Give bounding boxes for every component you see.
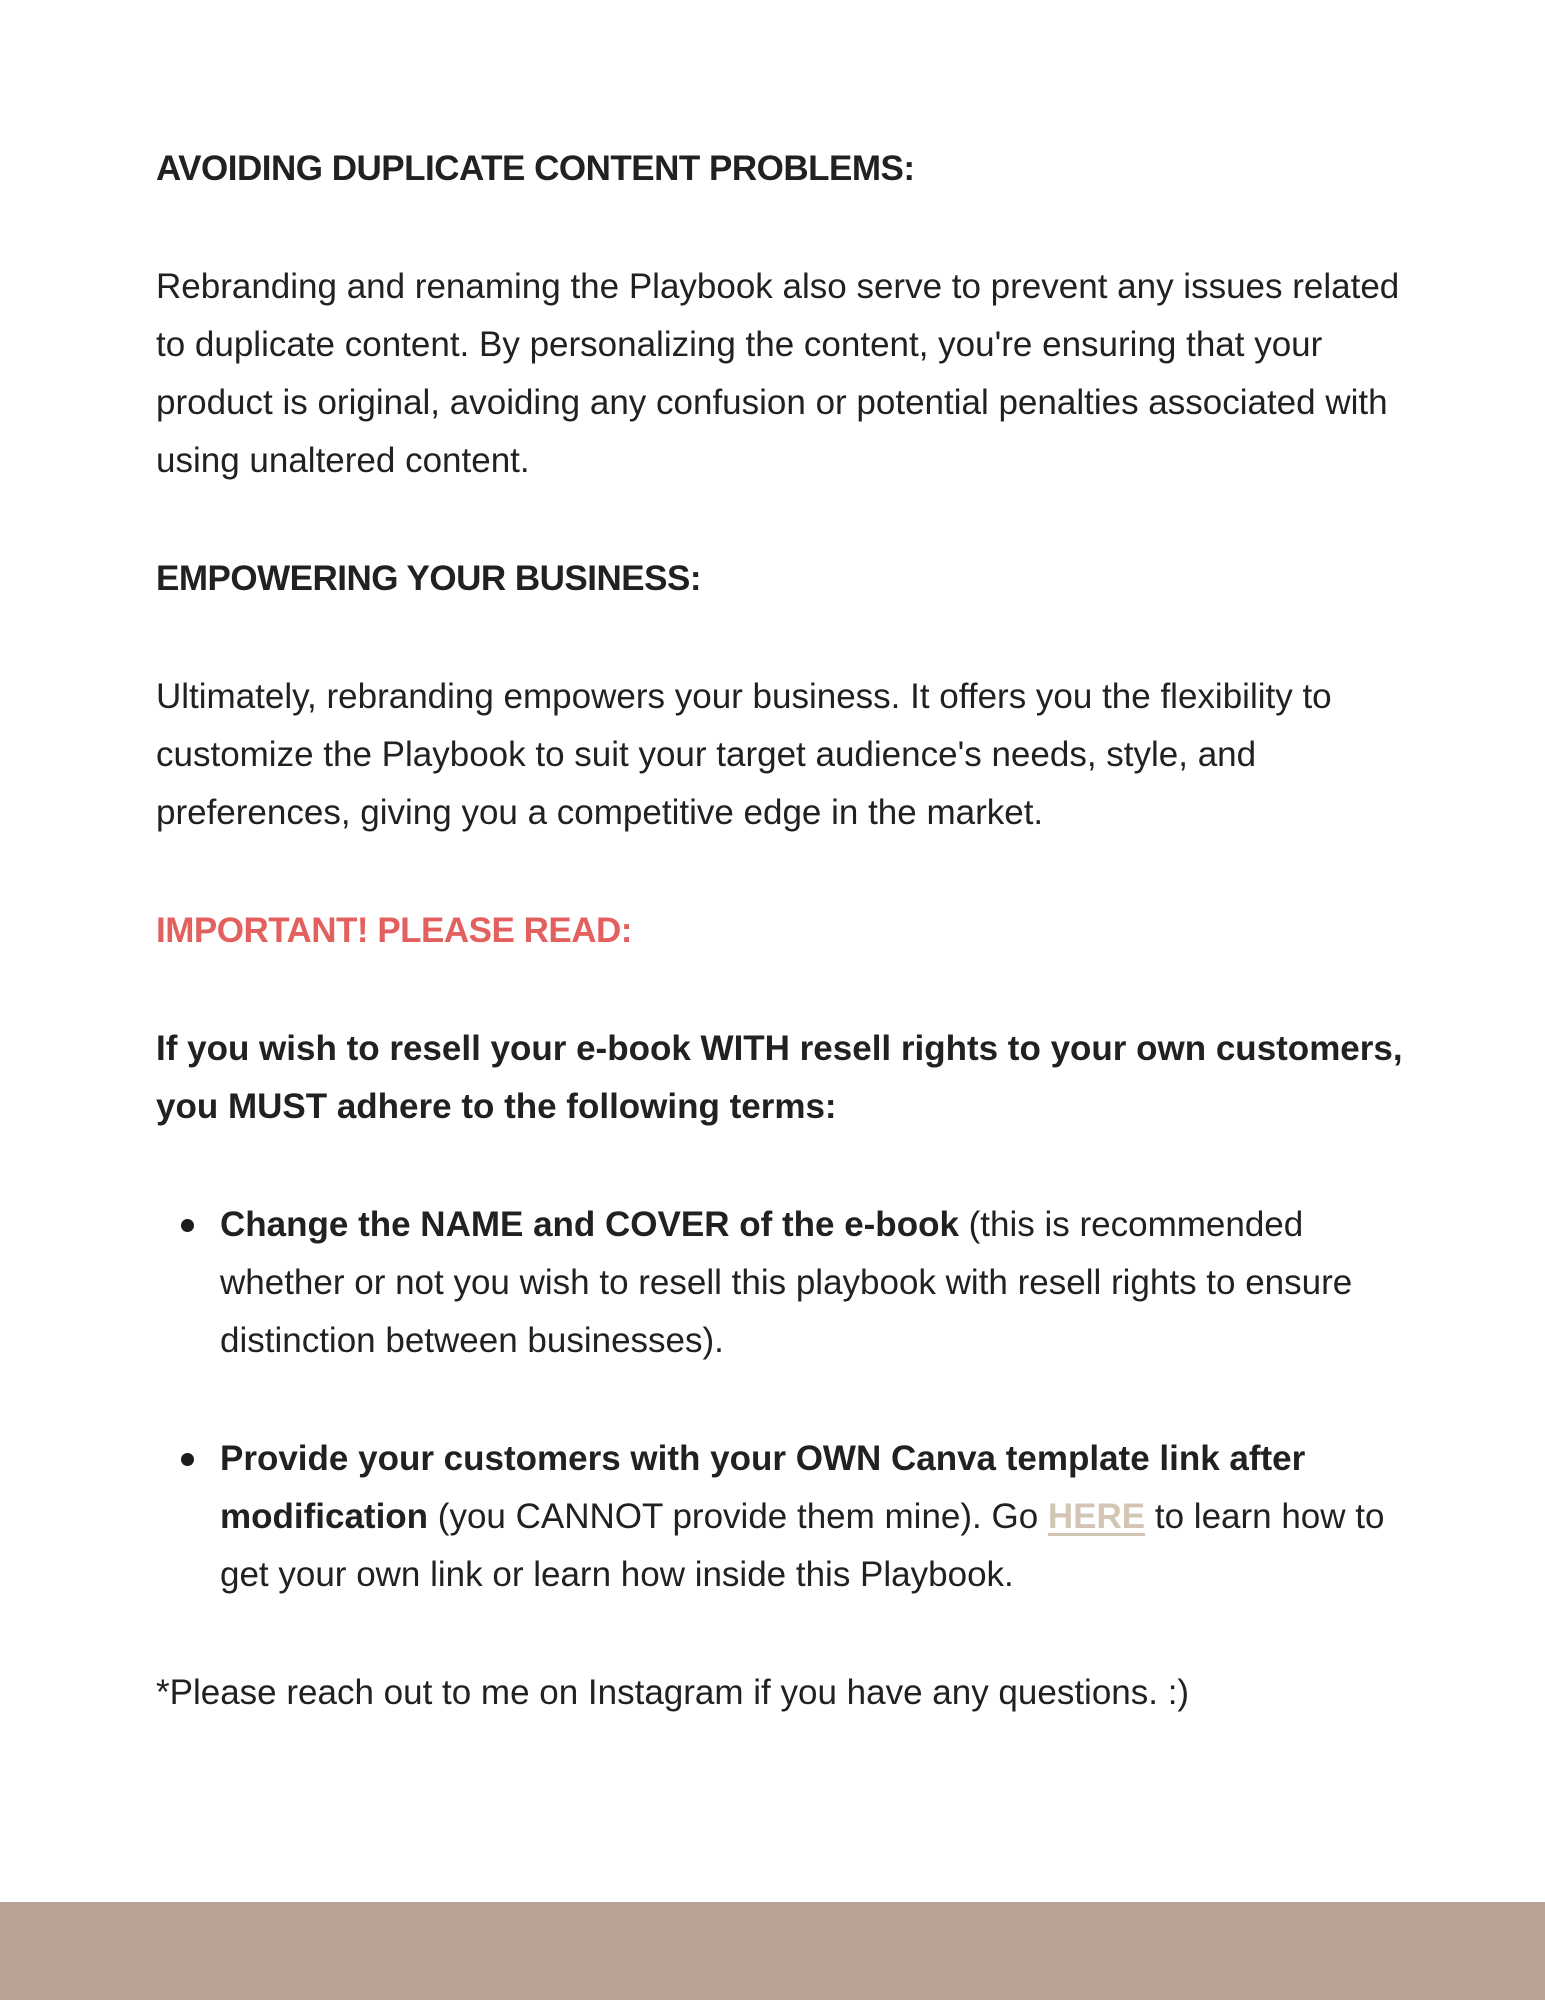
duplicate-content-paragraph: Rebranding and renaming the Playbook also serve to prevent any issues related to duplicate content. By personalizing the content, you're ensuring that your product is original, avoiding any confusion or potential penalties associated with using unaltered content. — [156, 267, 1400, 480]
term-item-own-template-link — [156, 1430, 1404, 1604]
bullet-dot — [181, 1453, 194, 1466]
terms-list — [156, 1196, 1404, 1604]
duplicate-content-heading: AVOIDING DUPLICATE CONTENT PROBLEMS: — [156, 149, 915, 188]
term-link-regular-text: (you CANNOT provide them mine). Go — [428, 1497, 1048, 1536]
empowering-business-paragraph: Ultimately, rebranding empowers your business. It offers you the flexibility to customize the Playbook to suit your target audience's needs, style, and preferences, giving you a competitive edge in the market. — [156, 677, 1332, 832]
term-link-bold-text: Provide your customers with your OWN Canva template link after modification — [220, 1439, 1306, 1536]
term-item-rename-cover — [156, 1196, 1404, 1370]
instagram-footnote: *Please reach out to me on Instagram if you have any questions. :) — [156, 1673, 1190, 1712]
footer-bar — [0, 1902, 1545, 2000]
bullet-dot — [181, 1219, 194, 1232]
here-link[interactable]: HERE — [1047, 1497, 1146, 1536]
term-rename-regular-text: (this is recommended whether or not you wish to resell this playbook with resell rights to ensure distinction between businesses). — [220, 1205, 1353, 1360]
resell-terms-intro: If you wish to resell your e-book WITH resell rights to your own customers, you MUST adhere to the following terms: — [156, 1029, 1403, 1126]
term-rename-bold-text: Change the NAME and COVER of the e-book — [220, 1205, 959, 1244]
content-area — [156, 140, 1404, 1722]
term-link-regular-text-2: to learn how to get your own link or learn how inside this Playbook. — [220, 1497, 1385, 1594]
empowering-business-heading: EMPOWERING YOUR BUSINESS: — [156, 559, 701, 598]
important-read-heading: IMPORTANT! PLEASE READ: — [156, 911, 632, 950]
